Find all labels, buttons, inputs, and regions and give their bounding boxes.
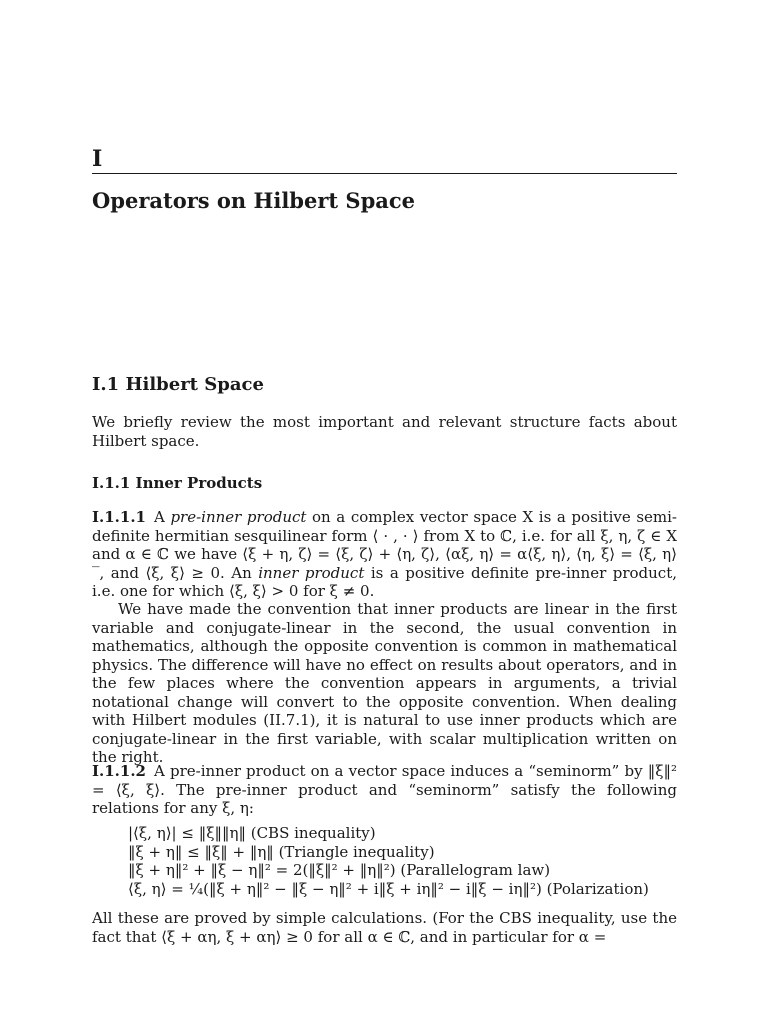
term-inner-product: inner product: [258, 563, 365, 582]
definition-text-b: on a complex vector space X is a positive semi-definite hermitian sesquilinear form ⟨ · , · ⟩ from X to ℂ, i.e. for all ξ, η, ζ ∈ X and α ∈ ℂ we have ⟨ξ + η, ζ⟩ = ⟨ξ, ζ⟩ + ⟨η, ζ⟩, ⟨αξ, η⟩ = α⟨ξ, η⟩, ⟨η, ξ⟩ = ⟨ξ, η⟩‾, and ⟨ξ, ξ⟩ ≥ 0. An: [92, 508, 677, 582]
definition-text-a: A: [154, 508, 171, 526]
chapter-rule: [92, 173, 677, 174]
item-label: I.1.1.2: [92, 762, 146, 780]
section-title: I.1 Hilbert Space: [92, 374, 264, 395]
formula-list: [128, 824, 649, 898]
definition-paragraph: [92, 508, 677, 601]
term-pre-inner-product: pre-inner product: [170, 508, 307, 526]
chapter-title: Operators on Hilbert Space: [92, 188, 416, 213]
section-intro: We briefly review the most important and relevant structure facts about Hilbert space.: [92, 413, 677, 450]
definition-text-c: is a positive definite pre-inner product, i.e. one for which ⟨ξ, ξ⟩ > 0 for ξ ≠ 0.: [92, 563, 678, 600]
formula-cbs: |⟨ξ, η⟩| ≤ ‖ξ‖‖η‖ (CBS inequality): [128, 824, 376, 842]
item-label: I.1.1.1: [92, 508, 146, 526]
formula-triangle: ‖ξ + η‖ ≤ ‖ξ‖ + ‖η‖ (Triangle inequality): [128, 842, 435, 861]
seminorm-text: A pre-inner product on a vector space induces a “seminorm” by ‖ξ‖² = ⟨ξ, ξ⟩. The pre-inner product and “seminorm” satisfy the following relations for any ξ, η:: [92, 762, 677, 817]
closing-paragraph: All these are proved by simple calculations. (For the CBS inequality, use the fact that ⟨ξ + αη, ξ + αη⟩ ≥ 0 for all α ∈ ℂ, and in particular for α =: [92, 909, 677, 946]
formula-polarization: ⟨ξ, η⟩ = ¼(‖ξ + η‖² − ‖ξ − η‖² + i‖ξ + iη‖² − i‖ξ − iη‖²) (Polarization): [128, 879, 649, 898]
chapter-number: I: [92, 146, 103, 172]
seminorm-paragraph: [92, 762, 677, 818]
convention-paragraph: We have made the convention that inner products are linear in the first variable and conjugate-linear in the second, the usual convention in mathematics, although the opposite convention is common in mathematical physics. The difference will have no effect on results about operators, and in the few places where the convention appears in arguments, a trivial notational change will convert to the opposite convention. When dealing with Hilbert modules (II.7.1), it is natural to use inner products which are conjugate-linear in the first variable, with scalar multiplication written on the right.: [92, 600, 677, 766]
subsection-title: I.1.1 Inner Products: [92, 474, 263, 492]
formula-parallelogram: ‖ξ + η‖² + ‖ξ − η‖² = 2(‖ξ‖² + ‖η‖²) (Parallelogram law): [128, 861, 551, 879]
